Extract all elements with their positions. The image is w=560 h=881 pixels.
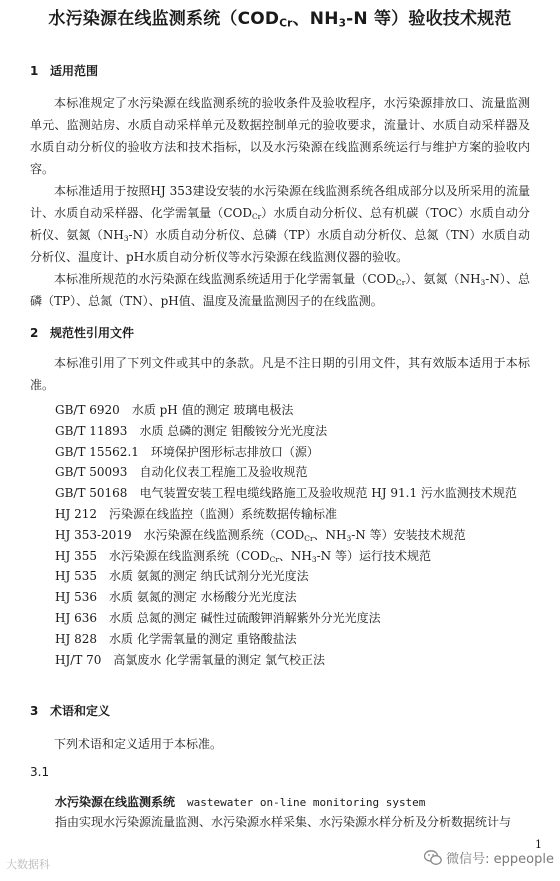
reference-item: HJ 355 水污染源在线监测系统（$COD_{Cr}$、$NH_3-N$ 等）运行技术规范	[55, 548, 431, 564]
term-heading: 水污染源在线监测系统 wastewater on-line monitoring system	[55, 795, 426, 809]
reference-item: GB/T 15562.1 环境保护图形标志排放口（源）	[55, 444, 319, 459]
paragraph: 下列术语和定义适用于本标准。	[54, 737, 223, 751]
reference-item: HJ/T 70 高氯废水 化学需氧量的测定 氯气校正法	[55, 652, 326, 667]
reference-item: GB/T 11893 水质 总磷的测定 钼酸铵分光光度法	[55, 423, 328, 438]
page-number: 1	[535, 838, 542, 851]
reference-item: GB/T 50093 自动化仪表工程施工及验收规范	[55, 465, 308, 480]
watermark-right: 微信号: eppeople	[424, 848, 554, 867]
reference-item: HJ 535 水质 氨氮的测定 纳氏试剂分光光度法	[55, 569, 309, 584]
reference-item: HJ 636 水质 总氮的测定 碱性过硫酸钾消解紫外分光光度法	[55, 610, 381, 625]
paragraph: 本标准适用于按照HJ 353建设安装的水污染源在线监测系统各组成部分以及所采用的流量计、水质自动采样器、化学需氧量$(COD_{Cr})$水质自动分析仪、总有机碳（TOC）水质自动分析仪、氨氮$(NH_3-N)$水质自动分析仪、总磷（TP）水质自动分析仪、总氮（TN）水质自动分析仪、温度计、pH水质自动分析仪等水污染源在线监测仪器的验收。	[30, 184, 531, 264]
document-title: 水污染源在线监测系统（$COD_{Cr}$、$NH_3-N$ 等）验收技术规范	[48, 9, 512, 30]
paragraph: 本标准规定了水污染源在线监测系统的验收条件及验收程序，水污染源排放口、流量监测单元、监测站房、水质自动采样单元及数据控制单元的验收要求，流量计、水质自动采样器及水质自动分析仪的验收方法和技术指标，以及水污染源在线监测系统运行与维护方案的验收内容。	[30, 96, 530, 176]
paragraph: 本标准引用了下列文件或其中的条款。凡是不注日期的引用文件，其有效版本适用于本标准。	[30, 356, 530, 392]
paragraph: 本标准所规范的水污染源在线监测系统适用于化学需氧量$(COD_{Cr})$、氨氮$(NH_3-N)$、总磷（TP）、总氮（TN）、pH值、温度及流量监测因子的在线监测。	[30, 272, 530, 308]
reference-item: GB/T 6920 水质 pH 值的测定 玻璃电极法	[55, 403, 294, 417]
wechat-icon	[424, 850, 442, 866]
section-heading-2: 2 规范性引用文件	[30, 326, 135, 340]
reference-item: GB/T 50168 电气装置安装工程电缆线路施工及验收规范 HJ 91.1 污水监测技术规范	[55, 486, 517, 501]
reference-item: HJ 212 污染源在线监控（监测）系统数据传输标准	[55, 506, 338, 521]
section-heading-1: 1 适用范围	[30, 64, 99, 78]
reference-item: HJ 536 水质 氨氮的测定 水杨酸分光光度法	[55, 590, 297, 605]
watermark-left: 大数据科	[6, 858, 50, 871]
subsection-number: 3.1	[30, 765, 50, 779]
reference-item: HJ 353-2019 水污染源在线监测系统（$COD_{Cr}$、$NH_3-N$ 等）安装技术规范	[55, 527, 466, 543]
term-definition: 指由实现水污染源流量监测、水污染源水样采集、水污染源水样分析及分析数据统计与	[55, 815, 512, 829]
section-heading-3: 3 术语和定义	[30, 704, 111, 718]
reference-list	[55, 400, 517, 670]
reference-item: HJ 828 水质 化学需氧量的测定 重铬酸盐法	[55, 631, 297, 646]
